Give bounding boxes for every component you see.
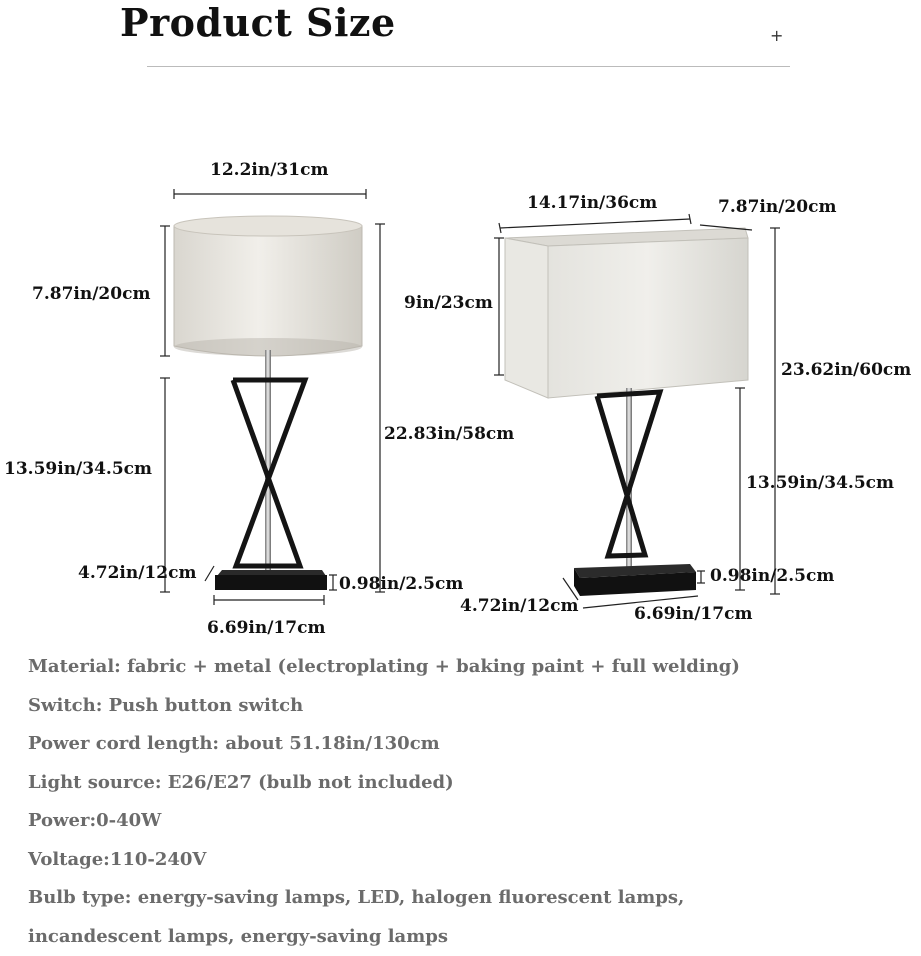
- left-lamp-pole: [265, 350, 271, 575]
- left-base-height-label: 13.59in/34.5cm: [4, 459, 152, 479]
- right-shade-width-label: 14.17in/36cm: [527, 193, 657, 213]
- left-lamp-base: [215, 570, 327, 590]
- spec-power: Power:0-40W: [28, 802, 908, 841]
- right-lamp-base: [574, 564, 696, 596]
- left-base-depth-label: 4.72in/12cm: [78, 563, 196, 583]
- spec-power-cord: Power cord length: about 51.18in/130cm: [28, 725, 908, 764]
- right-shade-depth-label: 7.87in/20cm: [718, 197, 836, 217]
- spec-switch: Switch: Push button switch: [28, 687, 908, 726]
- spec-bulb-type: Bulb type: energy-saving lamps, LED, halogen fluorescent lamps,: [28, 879, 908, 918]
- left-shade-height-label: 7.87in/20cm: [32, 284, 150, 304]
- right-base-width-label: 6.69in/17cm: [634, 604, 752, 624]
- right-base-thickness-label: 0.98in/2.5cm: [710, 566, 834, 586]
- right-base-height-label: 13.59in/34.5cm: [746, 473, 894, 493]
- spec-bulb-type-cont: incandescent lamps, energy-saving lamps: [28, 918, 908, 956]
- spec-light-source: Light source: E26/E27 (bulb not included): [28, 764, 908, 803]
- right-shade-height-label: 9in/23cm: [404, 293, 493, 313]
- left-total-height-label: 22.83in/58cm: [384, 424, 514, 444]
- plus-icon: +: [770, 26, 783, 45]
- left-lamp-shade: [174, 216, 362, 356]
- spec-material: Material: fabric + metal (electroplating + baking paint + full welding): [28, 648, 908, 687]
- left-base-width-label: 6.69in/17cm: [207, 618, 325, 638]
- right-lamp-shade: [505, 228, 748, 398]
- left-shade-width-label: 12.2in/31cm: [210, 160, 328, 180]
- right-lamp: [494, 214, 780, 608]
- spec-list: [28, 648, 908, 956]
- spec-voltage: Voltage:110-240V: [28, 841, 908, 880]
- right-base-depth-label: 4.72in/12cm: [460, 596, 578, 616]
- page-title: Product Size: [120, 0, 396, 45]
- right-total-height-label: 23.62in/60cm: [781, 360, 911, 380]
- left-base-thickness-label: 0.98in/2.5cm: [339, 574, 463, 594]
- left-lamp: [160, 189, 385, 605]
